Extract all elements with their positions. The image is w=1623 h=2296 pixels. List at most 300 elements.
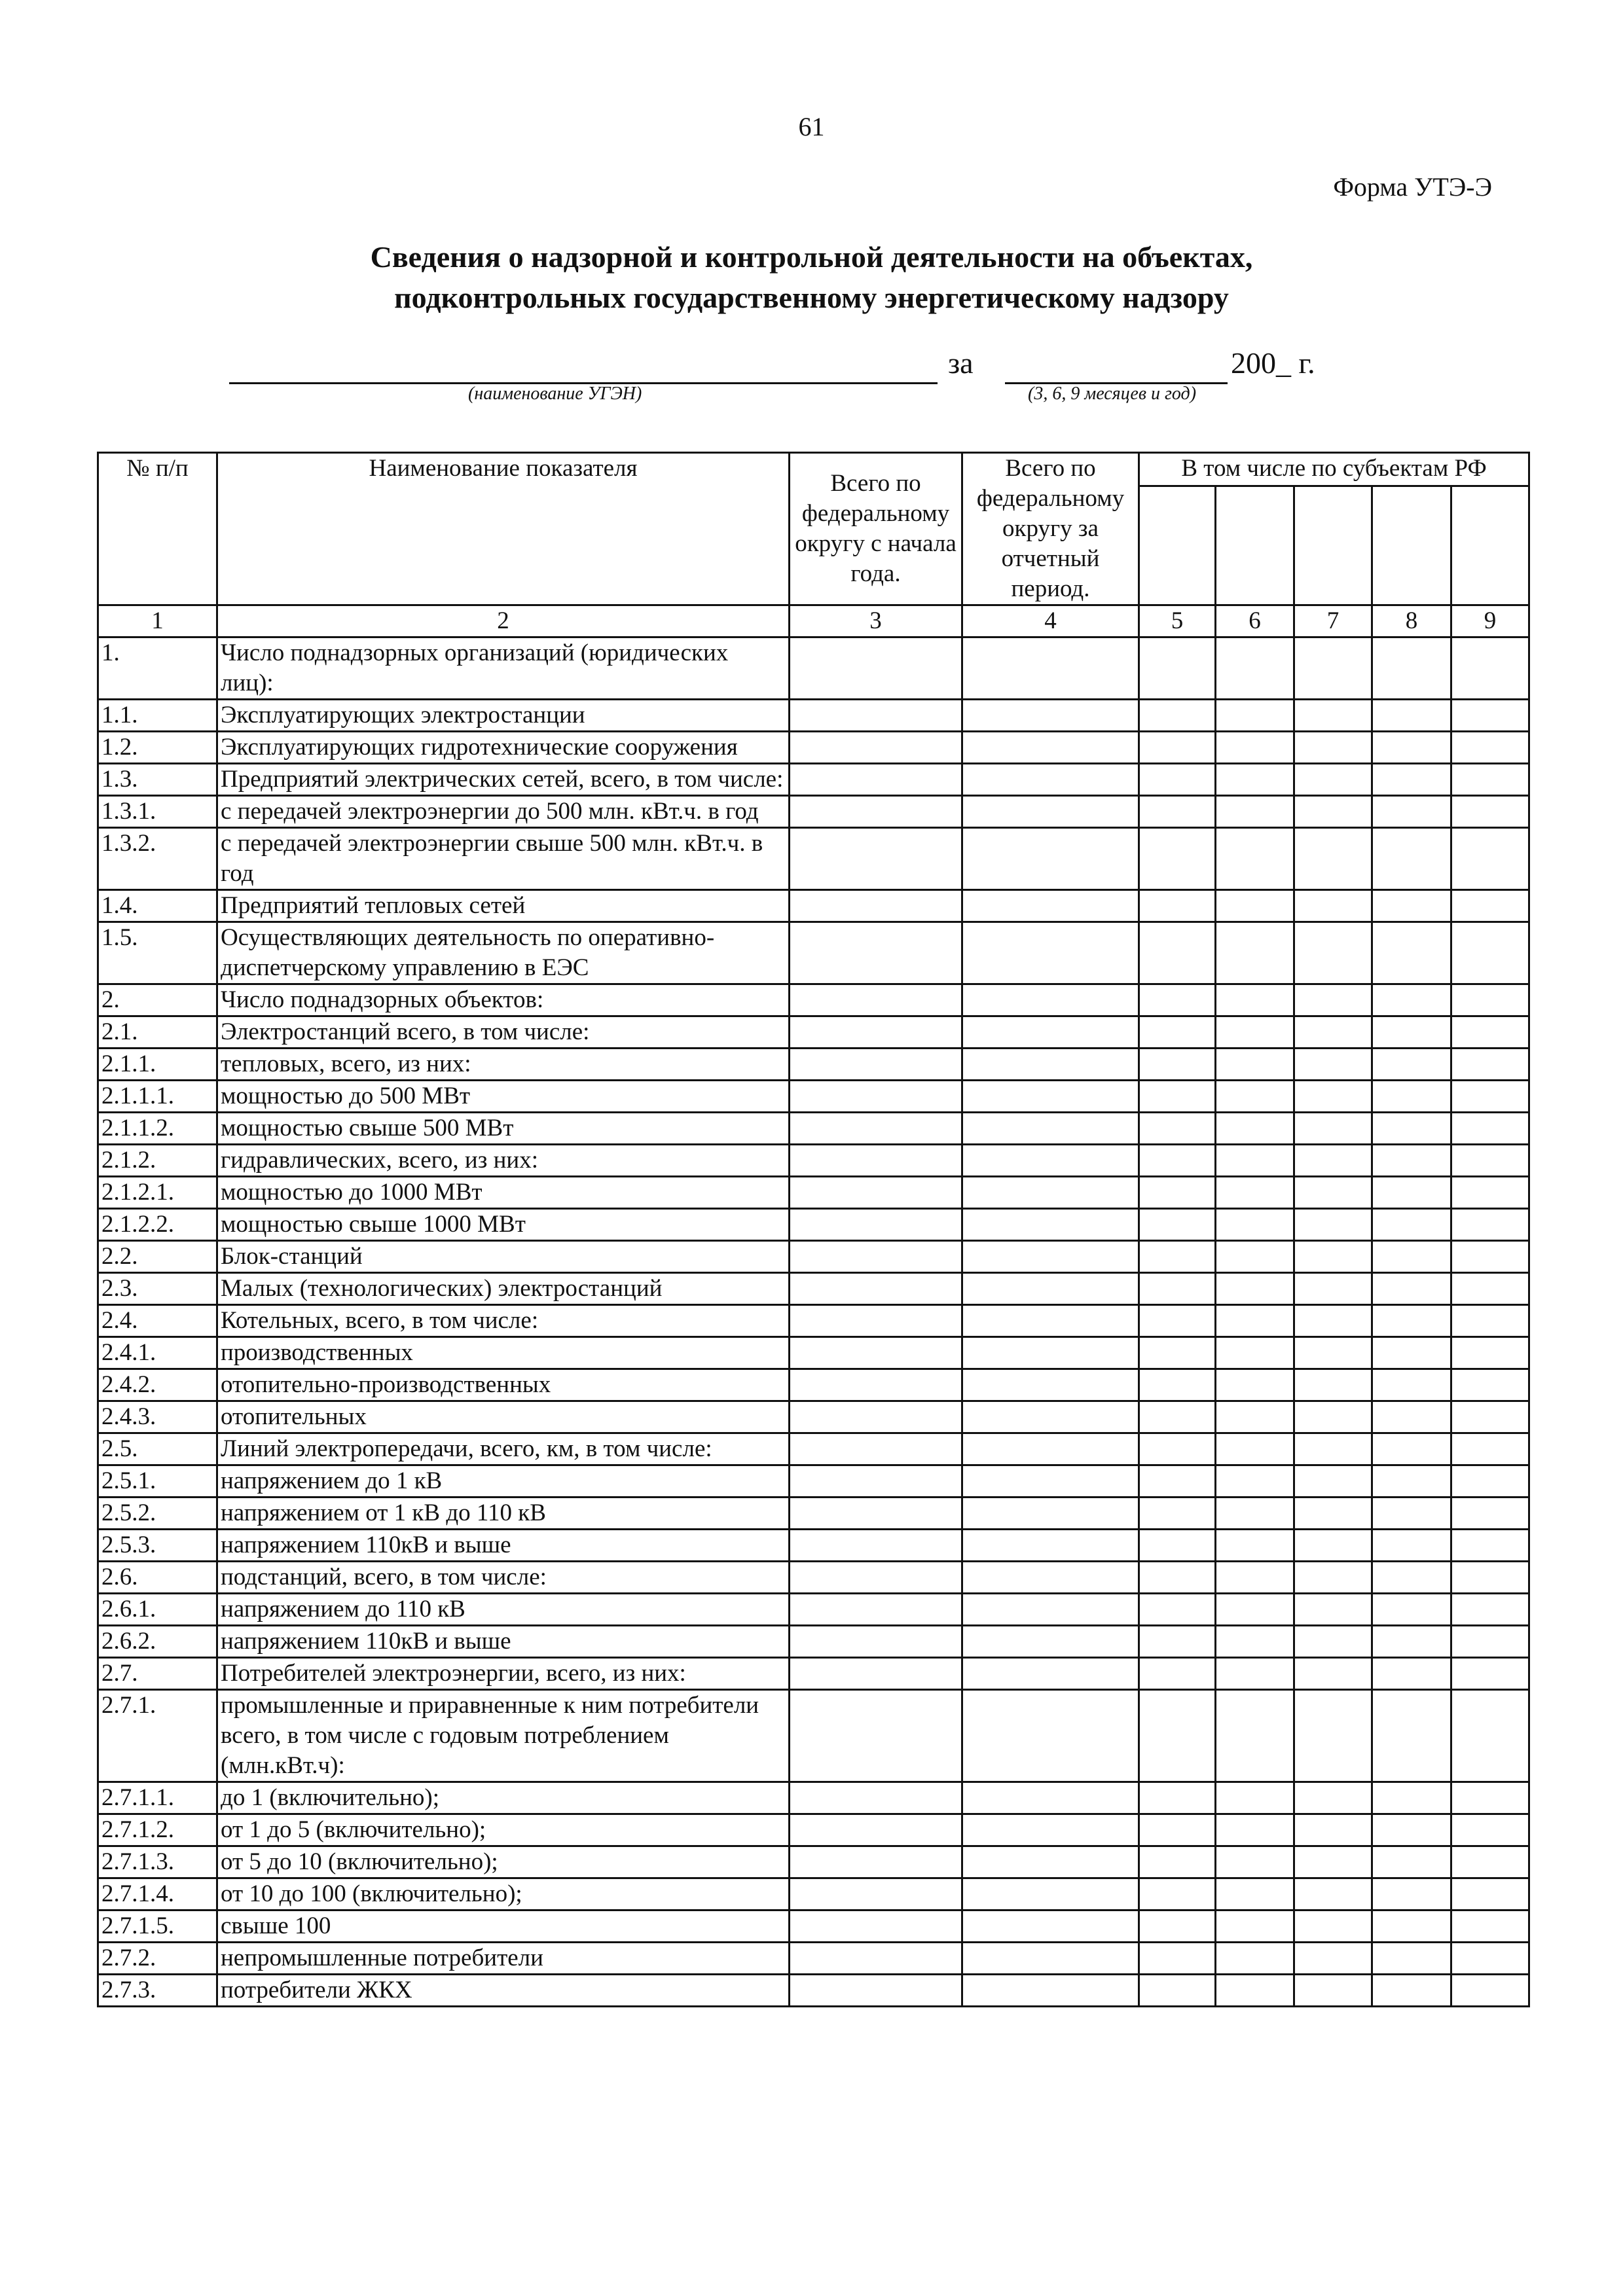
value-cell	[1451, 1943, 1529, 1975]
value-cell	[1372, 1145, 1451, 1177]
row-number: 1.3.1.	[98, 796, 217, 828]
value-cell	[1451, 1241, 1529, 1273]
value-cell	[962, 1814, 1139, 1846]
row-indicator-name: подстанций, всего, в том числе:	[217, 1562, 790, 1594]
value-cell	[1139, 1626, 1216, 1658]
value-cell	[1139, 890, 1216, 922]
row-number: 2.3.	[98, 1273, 217, 1305]
value-cell	[1139, 732, 1216, 764]
value-cell	[1216, 1814, 1294, 1846]
value-cell	[790, 1530, 962, 1562]
value-cell	[1294, 732, 1372, 764]
table-row	[98, 1910, 1529, 1943]
value-cell	[1216, 1209, 1294, 1241]
value-cell	[1139, 1975, 1216, 2007]
row-indicator-name: мощностью свыше 500 МВт	[217, 1113, 790, 1145]
row-number: 2.7.1.2.	[98, 1814, 217, 1846]
value-cell	[1451, 796, 1529, 828]
col-number: 7	[1294, 605, 1372, 637]
value-cell	[1451, 1594, 1529, 1626]
value-cell	[1372, 1016, 1451, 1049]
title-line-1: Сведения о надзорной и контрольной деятельности на объектах,	[370, 240, 1253, 274]
value-cell	[1451, 1498, 1529, 1530]
row-indicator-name: Котельных, всего, в том числе:	[217, 1305, 790, 1337]
value-cell	[962, 1910, 1139, 1943]
value-cell	[790, 1081, 962, 1113]
table-row	[98, 1049, 1529, 1081]
value-cell	[1216, 890, 1294, 922]
header-total-start: Всего по федеральному округу с начала года.	[790, 453, 962, 605]
value-cell	[1372, 1846, 1451, 1878]
value-cell	[790, 1814, 962, 1846]
header-row-1	[98, 453, 1529, 486]
value-cell	[1139, 1209, 1216, 1241]
value-cell	[1139, 637, 1216, 700]
value-cell	[1451, 984, 1529, 1016]
value-cell	[1294, 1782, 1372, 1814]
row-indicator-name: Число поднадзорных организаций (юридических лиц):	[217, 637, 790, 700]
col-number: 4	[962, 605, 1139, 637]
row-indicator-name: отопительных	[217, 1401, 790, 1433]
value-cell	[1139, 1846, 1216, 1878]
value-cell	[790, 1465, 962, 1498]
value-cell	[1294, 1975, 1372, 2007]
value-cell	[1451, 1401, 1529, 1433]
value-cell	[1372, 922, 1451, 984]
value-cell	[1139, 1113, 1216, 1145]
value-cell	[1216, 1433, 1294, 1465]
table-row	[98, 700, 1529, 732]
value-cell	[1451, 1081, 1529, 1113]
value-cell	[962, 1943, 1139, 1975]
row-number: 1.4.	[98, 890, 217, 922]
value-cell	[1451, 1562, 1529, 1594]
value-cell	[1294, 1626, 1372, 1658]
value-cell	[1451, 1465, 1529, 1498]
table-row	[98, 732, 1529, 764]
value-cell	[1372, 1305, 1451, 1337]
value-cell	[962, 764, 1139, 796]
value-cell	[962, 922, 1139, 984]
row-indicator-name: мощностью свыше 1000 МВт	[217, 1209, 790, 1241]
value-cell	[962, 1016, 1139, 1049]
value-cell	[962, 984, 1139, 1016]
row-number: 2.1.	[98, 1016, 217, 1049]
row-number: 2.5.1.	[98, 1465, 217, 1498]
value-cell	[1294, 1241, 1372, 1273]
value-cell	[962, 1113, 1139, 1145]
value-cell	[1451, 1814, 1529, 1846]
value-cell	[962, 1049, 1139, 1081]
value-cell	[1372, 1177, 1451, 1209]
value-cell	[1294, 1369, 1372, 1401]
value-cell	[1139, 1337, 1216, 1369]
value-cell	[962, 1465, 1139, 1498]
value-cell	[1216, 1369, 1294, 1401]
value-cell	[1294, 1943, 1372, 1975]
row-indicator-name: с передачей электроэнергии свыше 500 млн. кВт.ч. в год	[217, 828, 790, 890]
value-cell	[1139, 1241, 1216, 1273]
table-row	[98, 1626, 1529, 1658]
org-name-caption: (наименование УГЭН)	[468, 384, 642, 404]
value-cell	[1216, 1878, 1294, 1910]
row-indicator-name: Электростанций всего, в том числе:	[217, 1016, 790, 1049]
value-cell	[1372, 1113, 1451, 1145]
value-cell	[1139, 984, 1216, 1016]
row-indicator-name: напряжением от 1 кВ до 110 кВ	[217, 1498, 790, 1530]
value-cell	[1451, 1369, 1529, 1401]
value-cell	[1139, 796, 1216, 828]
value-cell	[962, 1562, 1139, 1594]
value-cell	[1216, 922, 1294, 984]
row-indicator-name: от 10 до 100 (включительно);	[217, 1878, 790, 1910]
value-cell	[1294, 1081, 1372, 1113]
row-number: 2.7.3.	[98, 1975, 217, 2007]
value-cell	[1216, 1113, 1294, 1145]
value-cell	[1216, 1273, 1294, 1305]
value-cell	[1372, 1241, 1451, 1273]
value-cell	[1216, 700, 1294, 732]
value-cell	[790, 796, 962, 828]
row-indicator-name: Потребителей электроэнергии, всего, из них:	[217, 1658, 790, 1690]
value-cell	[1294, 1658, 1372, 1690]
table-row	[98, 1465, 1529, 1498]
table-row	[98, 922, 1529, 984]
value-cell	[1451, 890, 1529, 922]
col-number: 8	[1372, 605, 1451, 637]
value-cell	[790, 637, 962, 700]
row-indicator-name: от 5 до 10 (включительно);	[217, 1846, 790, 1878]
row-number: 2.4.2.	[98, 1369, 217, 1401]
table-row	[98, 1814, 1529, 1846]
value-cell	[962, 1209, 1139, 1241]
value-cell	[790, 1049, 962, 1081]
value-cell	[790, 1943, 962, 1975]
value-cell	[790, 1433, 962, 1465]
value-cell	[962, 1273, 1139, 1305]
title-line-2: подконтрольных государственному энергетическому надзору	[394, 281, 1229, 314]
col-number: 5	[1139, 605, 1216, 637]
value-cell	[1216, 1016, 1294, 1049]
value-cell	[1294, 1401, 1372, 1433]
value-cell	[962, 1594, 1139, 1626]
value-cell	[1451, 1177, 1529, 1209]
value-cell	[1294, 984, 1372, 1016]
value-cell	[1372, 1498, 1451, 1530]
value-cell	[1216, 1594, 1294, 1626]
period-blank	[1005, 346, 1228, 384]
value-cell	[1372, 1337, 1451, 1369]
year-label: 200_ г.	[1231, 346, 1315, 380]
value-cell	[962, 1626, 1139, 1658]
form-code: Форма УТЭ-Э	[1333, 172, 1492, 202]
row-number: 2.5.2.	[98, 1498, 217, 1530]
row-number: 2.7.1.3.	[98, 1846, 217, 1878]
value-cell	[1294, 764, 1372, 796]
value-cell	[962, 1369, 1139, 1401]
value-cell	[790, 1782, 962, 1814]
row-number: 2.7.	[98, 1658, 217, 1690]
value-cell	[1139, 1910, 1216, 1943]
value-cell	[1372, 984, 1451, 1016]
row-number: 2.1.2.	[98, 1145, 217, 1177]
value-cell	[1139, 1177, 1216, 1209]
value-cell	[1372, 1658, 1451, 1690]
table-row	[98, 1273, 1529, 1305]
value-cell	[1372, 1049, 1451, 1081]
row-number: 1.2.	[98, 732, 217, 764]
value-cell	[1216, 1626, 1294, 1658]
value-cell	[790, 1241, 962, 1273]
value-cell	[962, 1782, 1139, 1814]
header-total-period: Всего по федеральному округу за отчетный период.	[962, 453, 1139, 605]
row-number: 2.2.	[98, 1241, 217, 1273]
row-indicator-name: производственных	[217, 1337, 790, 1369]
value-cell	[1294, 796, 1372, 828]
value-cell	[1451, 1658, 1529, 1690]
row-indicator-name: потребители ЖКХ	[217, 1975, 790, 2007]
row-indicator-name: тепловых, всего, из них:	[217, 1049, 790, 1081]
row-number: 1.3.	[98, 764, 217, 796]
value-cell	[790, 1846, 962, 1878]
col-number: 9	[1451, 605, 1529, 637]
value-cell	[1139, 1782, 1216, 1814]
value-cell	[1294, 1273, 1372, 1305]
value-cell	[1451, 700, 1529, 732]
value-cell	[1372, 1814, 1451, 1846]
value-cell	[1139, 1943, 1216, 1975]
row-number: 2.1.2.1.	[98, 1177, 217, 1209]
value-cell	[1294, 1113, 1372, 1145]
row-indicator-name: напряжением до 1 кВ	[217, 1465, 790, 1498]
value-cell	[1294, 1177, 1372, 1209]
value-cell	[962, 890, 1139, 922]
value-cell	[790, 1910, 962, 1943]
value-cell	[790, 1177, 962, 1209]
value-cell	[1372, 1594, 1451, 1626]
value-cell	[1294, 1209, 1372, 1241]
row-indicator-name: мощностью до 500 МВт	[217, 1081, 790, 1113]
value-cell	[790, 922, 962, 984]
value-cell	[790, 732, 962, 764]
value-cell	[1216, 1401, 1294, 1433]
subject-col	[1139, 486, 1216, 605]
value-cell	[790, 1113, 962, 1145]
col-number: 6	[1216, 605, 1294, 637]
row-number: 2.7.2.	[98, 1943, 217, 1975]
value-cell	[1372, 1910, 1451, 1943]
value-cell	[1216, 1658, 1294, 1690]
value-cell	[1372, 828, 1451, 890]
table-row	[98, 1016, 1529, 1049]
value-cell	[1139, 1530, 1216, 1562]
row-indicator-name: Предприятий тепловых сетей	[217, 890, 790, 922]
value-cell	[1216, 1690, 1294, 1782]
report-table	[97, 452, 1530, 2007]
row-indicator-name: гидравлических, всего, из них:	[217, 1145, 790, 1177]
value-cell	[1451, 732, 1529, 764]
value-cell	[1372, 796, 1451, 828]
table-row	[98, 1145, 1529, 1177]
header-subjects: В том числе по субъектам РФ	[1139, 453, 1529, 486]
value-cell	[1216, 1782, 1294, 1814]
value-cell	[962, 1975, 1139, 2007]
value-cell	[1372, 764, 1451, 796]
value-cell	[790, 1016, 962, 1049]
value-cell	[790, 1690, 962, 1782]
value-cell	[1451, 1209, 1529, 1241]
value-cell	[1139, 1562, 1216, 1594]
table-row	[98, 1209, 1529, 1241]
value-cell	[1294, 1145, 1372, 1177]
value-cell	[1216, 1337, 1294, 1369]
header-name: Наименование показателя	[217, 453, 790, 605]
value-cell	[1372, 1433, 1451, 1465]
value-cell	[1451, 1910, 1529, 1943]
table-row	[98, 1594, 1529, 1626]
value-cell	[1294, 1049, 1372, 1081]
row-indicator-name: Предприятий электрических сетей, всего, в том числе:	[217, 764, 790, 796]
value-cell	[1216, 1975, 1294, 2007]
value-cell	[1139, 922, 1216, 984]
table-body	[98, 637, 1529, 2007]
value-cell	[1372, 1530, 1451, 1562]
value-cell	[1294, 1337, 1372, 1369]
period-prefix: за	[948, 346, 974, 380]
value-cell	[790, 1209, 962, 1241]
value-cell	[1216, 1846, 1294, 1878]
table-row	[98, 796, 1529, 828]
value-cell	[790, 1658, 962, 1690]
row-indicator-name: отопительно-производственных	[217, 1369, 790, 1401]
row-indicator-name: Осуществляющих деятельность по оперативно-диспетчерскому управлению в ЕЭС	[217, 922, 790, 984]
table-row	[98, 1690, 1529, 1782]
value-cell	[1372, 1081, 1451, 1113]
document-title	[0, 237, 1623, 318]
table-row	[98, 1943, 1529, 1975]
value-cell	[1372, 637, 1451, 700]
value-cell	[1372, 1209, 1451, 1241]
row-number: 2.1.1.2.	[98, 1113, 217, 1145]
table-row	[98, 1081, 1529, 1113]
row-number: 1.1.	[98, 700, 217, 732]
value-cell	[962, 1145, 1139, 1177]
value-cell	[1451, 1690, 1529, 1782]
value-cell	[962, 796, 1139, 828]
value-cell	[1294, 1465, 1372, 1498]
value-cell	[1139, 828, 1216, 890]
row-indicator-name: Малых (технологических) электростанций	[217, 1273, 790, 1305]
value-cell	[1372, 1465, 1451, 1498]
value-cell	[1451, 1049, 1529, 1081]
value-cell	[962, 732, 1139, 764]
value-cell	[1139, 1305, 1216, 1337]
value-cell	[1294, 1016, 1372, 1049]
value-cell	[962, 700, 1139, 732]
row-number: 1.5.	[98, 922, 217, 984]
row-indicator-name: с передачей электроэнергии до 500 млн. кВт.ч. в год	[217, 796, 790, 828]
table-row	[98, 890, 1529, 922]
table-row	[98, 828, 1529, 890]
page-number: 61	[798, 112, 825, 141]
value-cell	[1372, 1690, 1451, 1782]
value-cell	[962, 1305, 1139, 1337]
value-cell	[1451, 1878, 1529, 1910]
value-cell	[962, 1530, 1139, 1562]
table-row	[98, 1305, 1529, 1337]
value-cell	[1372, 1273, 1451, 1305]
value-cell	[962, 1433, 1139, 1465]
value-cell	[1294, 1878, 1372, 1910]
row-number: 2.4.	[98, 1305, 217, 1337]
col-number: 1	[98, 605, 217, 637]
value-cell	[1139, 1814, 1216, 1846]
value-cell	[790, 984, 962, 1016]
value-cell	[1216, 828, 1294, 890]
value-cell	[1451, 922, 1529, 984]
value-cell	[1451, 1975, 1529, 2007]
value-cell	[790, 1305, 962, 1337]
value-cell	[790, 1337, 962, 1369]
value-cell	[1139, 1049, 1216, 1081]
value-cell	[1294, 1594, 1372, 1626]
value-cell	[1294, 637, 1372, 700]
value-cell	[1451, 1145, 1529, 1177]
row-indicator-name: Эксплуатирующих гидротехнические сооружения	[217, 732, 790, 764]
row-number: 2.1.1.1.	[98, 1081, 217, 1113]
value-cell	[1294, 922, 1372, 984]
value-cell	[1372, 1943, 1451, 1975]
column-number-row	[98, 605, 1529, 637]
value-cell	[1216, 637, 1294, 700]
value-cell	[1451, 1433, 1529, 1465]
table-row	[98, 1337, 1529, 1369]
value-cell	[1451, 1273, 1529, 1305]
value-cell	[1216, 764, 1294, 796]
table-row	[98, 1530, 1529, 1562]
value-cell	[790, 1975, 962, 2007]
value-cell	[1139, 1401, 1216, 1433]
value-cell	[1372, 732, 1451, 764]
row-number: 2.6.2.	[98, 1626, 217, 1658]
value-cell	[1139, 1465, 1216, 1498]
table-row	[98, 1241, 1529, 1273]
table-row	[98, 1401, 1529, 1433]
value-cell	[1216, 1943, 1294, 1975]
value-cell	[1372, 1782, 1451, 1814]
row-number: 2.6.	[98, 1562, 217, 1594]
row-number: 2.7.1.1.	[98, 1782, 217, 1814]
value-cell	[1294, 1305, 1372, 1337]
value-cell	[1294, 890, 1372, 922]
subject-col	[1451, 486, 1529, 605]
value-cell	[1216, 984, 1294, 1016]
col-number: 2	[217, 605, 790, 637]
value-cell	[790, 1369, 962, 1401]
value-cell	[1294, 1498, 1372, 1530]
value-cell	[790, 1878, 962, 1910]
subject-col	[1294, 486, 1372, 605]
row-indicator-name: Эксплуатирующих электростанции	[217, 700, 790, 732]
row-indicator-name: напряжением 110кВ и выше	[217, 1626, 790, 1658]
value-cell	[1451, 828, 1529, 890]
value-cell	[1139, 1081, 1216, 1113]
value-cell	[1372, 890, 1451, 922]
period-caption: (3, 6, 9 месяцев и год)	[1028, 384, 1197, 404]
value-cell	[1139, 1369, 1216, 1401]
value-cell	[1451, 1782, 1529, 1814]
row-indicator-name: промышленные и приравненные к ним потребители всего, в том числе с годовым потреблением (млн.кВт.ч):	[217, 1690, 790, 1782]
